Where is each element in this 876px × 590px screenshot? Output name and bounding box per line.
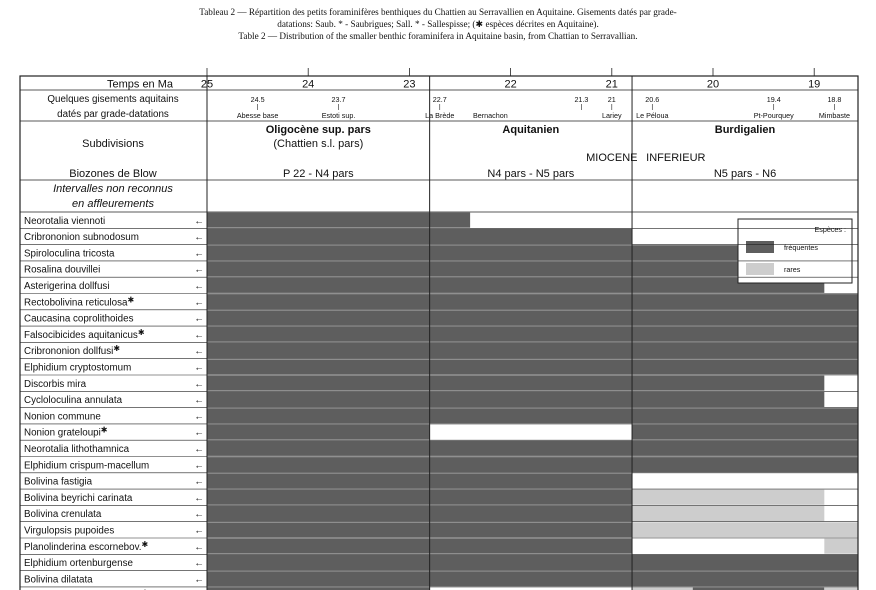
range-bar-frequent xyxy=(207,327,858,342)
unrecognized-label-line-1: Intervalles non reconnus xyxy=(53,183,173,195)
biozone-label: P 22 - N4 pars xyxy=(282,168,354,180)
star-marker: ✱ xyxy=(141,539,149,549)
range-arrow-icon: ← xyxy=(194,525,204,537)
range-arrow-icon: ← xyxy=(194,411,204,423)
stage-subtitle: (Chattien s.l. pars) xyxy=(273,138,364,150)
species-name: Bolivina beyrichi carinata xyxy=(24,492,133,504)
range-bar-frequent xyxy=(207,310,858,325)
range-bar-frequent xyxy=(207,359,858,374)
site-age-label: 23.7 xyxy=(331,95,346,104)
range-bar-frequent xyxy=(207,245,824,260)
time-tick-label: 24 xyxy=(302,78,315,91)
star-marker: ✱ xyxy=(127,295,135,305)
unrecognized-label-line-2: en affleurements xyxy=(72,198,154,210)
range-arrow-icon: ← xyxy=(194,492,204,504)
caption-line-1: Tableau 2 — Répartition des petits foraminifères benthiques du Chattien au Serravallien en Aquitaine. Gisements datés par grade- xyxy=(199,7,677,17)
species-name: Elphidium ortenburgense xyxy=(24,558,133,570)
species-name: Elphidium cryptostomum xyxy=(24,362,132,374)
range-bar-frequent xyxy=(207,539,632,554)
sites-label-line-2: datés par grade-datations xyxy=(57,109,169,120)
site-name-label: Abesse base xyxy=(236,111,279,120)
site-name-label: Lariey xyxy=(602,111,622,120)
species-name: Asterigerina dollfusi xyxy=(24,281,110,292)
range-arrow-icon: ← xyxy=(194,346,204,358)
biozone-label: N4 pars - N5 pars xyxy=(487,168,575,180)
range-arrow-icon: ← xyxy=(194,444,204,455)
range-bar-rare xyxy=(632,506,824,521)
time-tick-label: 23 xyxy=(403,78,416,91)
range-bar-frequent xyxy=(207,294,858,309)
range-bar-frequent xyxy=(207,555,858,570)
sites-label-line-1: Quelques gisements aquitains xyxy=(47,94,179,105)
site-name-label: La Brède xyxy=(425,111,455,120)
time-tick-label: 25 xyxy=(200,78,214,91)
stage-name: Oligocène sup. pars xyxy=(265,124,371,136)
site-name-label: Estoti sup. xyxy=(321,111,356,120)
species-name: Bolivina crenulata xyxy=(24,509,102,521)
species-name: Caucasina coprolithoides xyxy=(24,313,134,325)
epoch-label: MIOCENE xyxy=(586,152,638,164)
range-arrow-icon: ← xyxy=(194,232,204,244)
range-bar-frequent xyxy=(430,522,632,537)
range-bar-frequent xyxy=(207,571,858,586)
species-name: Planolinderina escornebov.✱ xyxy=(24,539,149,553)
range-bar-frequent xyxy=(207,376,824,391)
site-age-label: 20.6 xyxy=(645,95,660,104)
site-age-label: 22.7 xyxy=(432,95,447,104)
site-name-label: Mimbaste xyxy=(818,111,851,120)
species-name: Neorotalia lithothamnica xyxy=(24,444,130,455)
species-name: Neorotalia viennoti xyxy=(24,215,106,227)
species-name: Bolivina dilatata xyxy=(24,574,93,586)
legend-title: Espèces : xyxy=(814,225,846,234)
subdivisions-label: Subdivisions xyxy=(82,138,144,150)
range-arrow-icon: ← xyxy=(194,574,204,586)
site-name-label: Le Péloua xyxy=(636,111,669,120)
star-marker: ✱ xyxy=(113,344,121,354)
legend-label-rare: rares xyxy=(784,265,801,274)
site-name-label: Bernachon xyxy=(472,111,508,120)
species-name: Rosalina douvillei xyxy=(24,264,101,276)
range-arrow-icon: ← xyxy=(194,460,204,472)
time-tick-label: 22 xyxy=(504,78,517,91)
range-arrow-icon: ← xyxy=(194,509,204,521)
caption-line-2: datations: Saub. * - Saubrigues; Sall. * - Sallespisse; (✱ espèces décrites en Aquitaine). xyxy=(277,19,599,29)
site-age-label: 21.3 xyxy=(574,95,589,104)
range-bar-rare xyxy=(824,539,858,554)
range-arrow-icon: ← xyxy=(194,264,204,276)
range-bar-frequent xyxy=(207,457,858,472)
biozone-label: N5 pars - N6 xyxy=(713,168,777,180)
stage-name: Burdigalien xyxy=(714,124,776,136)
site-age-label: 21 xyxy=(607,95,616,104)
species-name: Spiroloculina tricosta xyxy=(24,248,115,260)
range-bar-frequent xyxy=(207,408,858,423)
species-name: Cribrononion dollfusi✱ xyxy=(24,344,121,358)
range-arrow-icon: ← xyxy=(194,558,204,570)
species-name: Virgulopsis pupoides xyxy=(24,525,115,537)
range-bar-frequent xyxy=(430,213,470,228)
range-bar-frequent xyxy=(207,506,632,521)
range-arrow-icon: ← xyxy=(194,313,204,325)
species-name: Discorbis mira xyxy=(24,378,87,390)
species-name: Cribrononion subnodosum xyxy=(24,232,139,244)
site-age-label: 24.5 xyxy=(250,95,265,104)
range-arrow-icon: ← xyxy=(194,378,204,390)
time-tick-label: 20 xyxy=(706,78,720,91)
range-arrow-icon: ← xyxy=(194,362,204,374)
time-tick-label: 21 xyxy=(605,78,618,91)
range-bar-frequent xyxy=(207,262,824,277)
epoch-label: INFERIEUR xyxy=(646,152,706,164)
species-name: Elphidium crispum-macellum xyxy=(24,460,150,472)
star-marker: ✱ xyxy=(100,425,108,435)
caption-line-3: Table 2 — Distribution of the smaller benthic foraminifera in Aquitaine basin, from Chattian to Serravallian. xyxy=(238,31,638,41)
range-bar-frequent xyxy=(207,473,632,488)
site-name-label: Pt-Pourquey xyxy=(753,111,794,120)
legend-swatch-frequent xyxy=(746,241,774,253)
range-arrow-icon: ← xyxy=(194,541,204,553)
range-bar-frequent xyxy=(207,441,858,456)
legend-label-frequent: fréquentes xyxy=(784,243,818,252)
species-name: Rectobolivina reticulosa✱ xyxy=(24,295,135,309)
range-arrow-icon: ← xyxy=(194,297,204,309)
range-bar-rare xyxy=(632,522,858,537)
species-name: Cycloloculina annulata xyxy=(24,395,123,407)
range-arrow-icon: ← xyxy=(194,215,204,227)
star-marker: ✱ xyxy=(137,327,145,337)
range-bar-frequent xyxy=(207,213,430,228)
stage-name: Aquitanien xyxy=(502,124,560,136)
range-bar-rare xyxy=(632,490,824,505)
range-arrow-icon: ← xyxy=(194,248,204,260)
range-bar-frequent xyxy=(207,522,430,537)
range-bar-frequent xyxy=(207,425,430,440)
range-bar-frequent xyxy=(207,392,824,407)
legend-swatch-rare xyxy=(746,263,774,275)
time-tick-label: 19 xyxy=(808,78,821,91)
species-name: Nonion commune xyxy=(24,411,101,423)
range-arrow-icon: ← xyxy=(194,281,204,292)
range-bar-frequent xyxy=(632,425,858,440)
range-bar-frequent xyxy=(207,229,632,244)
range-bar-frequent xyxy=(207,343,858,358)
biozones-label: Biozones de Blow xyxy=(69,168,157,180)
species-name: Falsocibicides aquitanicus✱ xyxy=(24,327,145,341)
species-name: Nonion grateloupi✱ xyxy=(24,425,108,439)
range-bar-frequent xyxy=(207,490,632,505)
site-age-label: 18.8 xyxy=(827,95,842,104)
species-name: Bolivina fastigia xyxy=(24,476,93,488)
site-age-label: 19.4 xyxy=(766,95,781,104)
range-arrow-icon: ← xyxy=(194,329,204,341)
range-arrow-icon: ← xyxy=(194,427,204,439)
range-arrow-icon: ← xyxy=(194,395,204,407)
range-arrow-icon: ← xyxy=(194,476,204,488)
time-axis-label: Temps en Ma xyxy=(106,78,174,91)
range-bar-frequent xyxy=(207,278,824,293)
